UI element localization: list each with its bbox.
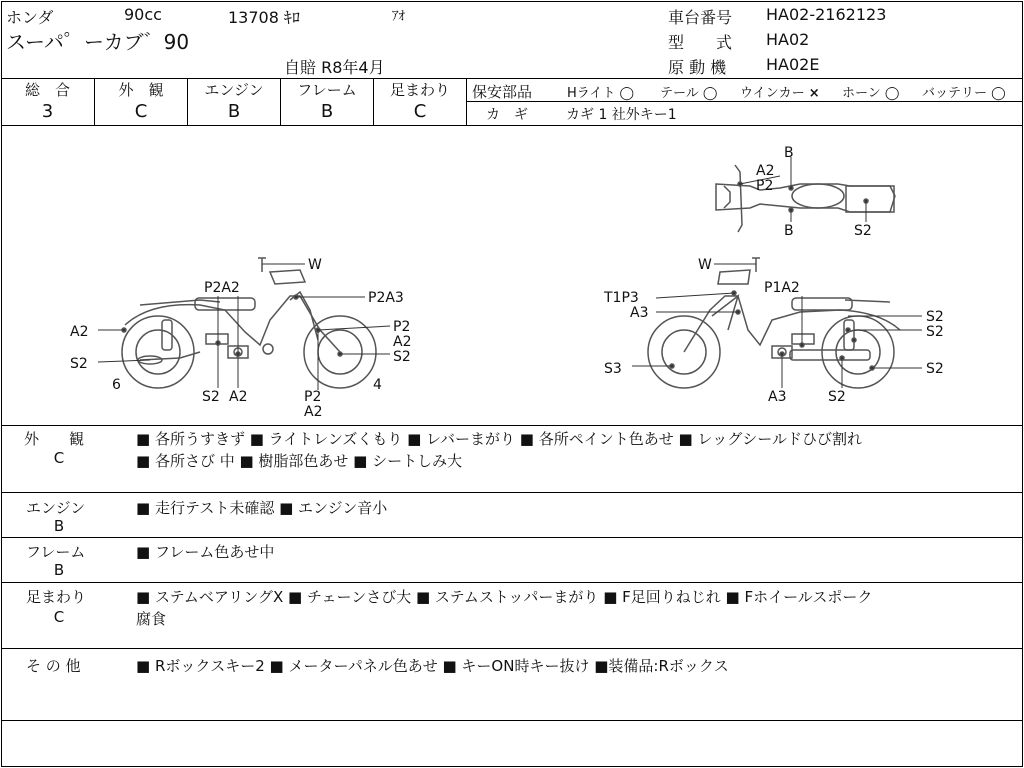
exterior-section-label: 外 観 — [24, 430, 85, 448]
suspension-grade-value: C — [413, 101, 427, 122]
frame-section-label: フレーム — [26, 543, 86, 561]
safety-item-headlight: Hライト ◯ — [567, 86, 635, 101]
exterior-grade-value: C — [134, 101, 148, 122]
damage-label: S2 — [926, 324, 944, 340]
damage-label: S2 — [70, 356, 88, 372]
key-value: カギ 1 社外キー1 — [566, 107, 677, 123]
damage-label: 6 — [112, 377, 121, 393]
damage-label: S3 — [604, 361, 622, 377]
suspension-remarks-line: ■ ステムベアリングX ■ チェーンさび大 ■ ステムストッパーまがり ■ F足回りねじれ ■ Fホイールスポーク — [136, 588, 873, 606]
engine-type-value: HA02E — [766, 55, 820, 74]
damage-label: 4 — [373, 377, 382, 393]
damage-label: S2 — [926, 309, 944, 325]
damage-label: S2 — [202, 389, 220, 405]
divider — [1, 492, 1023, 493]
exterior-grade-label: 外 観 — [118, 81, 164, 99]
damage-label: P2 — [756, 178, 774, 194]
frame-section-grade: B — [53, 561, 65, 579]
other-section-label: そ の 他 — [26, 657, 81, 675]
damage-label: P1A2 — [764, 280, 800, 296]
suspension-section-grade: C — [53, 608, 65, 626]
suspension-section-label: 足まわり — [26, 588, 87, 606]
divider — [466, 78, 467, 125]
damage-diagram — [0, 126, 1024, 425]
type-value: HA02 — [766, 30, 810, 49]
divider — [1, 582, 1023, 583]
total-grade-value: 3 — [41, 101, 54, 122]
safety-item-winker: ウインカー × — [740, 86, 820, 101]
damage-label: T1P3 — [604, 290, 639, 306]
other-remarks-line: ■ Rボックスキー2 ■ メーターパネル色あせ ■ キーON時キー抜け ■装備品:Rボックス — [136, 657, 729, 675]
engine-remarks-line: ■ 走行テスト未確認 ■ エンジン音小 — [136, 499, 388, 517]
bike-right-side — [648, 258, 900, 388]
safety-item-battery: バッテリー ◯ — [922, 86, 1006, 101]
mileage: 13708 ｷﾛ — [228, 8, 300, 27]
color: ｱｵ — [392, 9, 405, 24]
damage-label: W — [698, 257, 712, 273]
divider — [1, 720, 1023, 721]
damage-label: A2 — [756, 163, 775, 179]
damage-label: S2 — [926, 361, 944, 377]
engine-grade-value: B — [227, 101, 241, 122]
safety-item-horn: ホーン ◯ — [842, 86, 900, 101]
damage-label: P2A3 — [368, 290, 404, 306]
model-name: スーパ゜ーカブ゛90 — [6, 30, 190, 54]
insurance: 自賠 R8年4月 — [284, 58, 385, 77]
damage-label: P2A2 — [204, 280, 240, 296]
frame-grade-label: フレーム — [297, 81, 357, 99]
displacement: 90cc — [124, 5, 162, 24]
divider — [1, 648, 1023, 649]
damage-label: P2 — [393, 319, 411, 335]
damage-label: S2 — [828, 389, 846, 405]
divider — [1, 537, 1023, 538]
damage-label: W — [308, 257, 322, 273]
damage-label: A3 — [768, 389, 787, 405]
frame-grade-value: B — [320, 101, 334, 122]
suspension-grade-label: 足まわり — [389, 81, 450, 99]
engine-type-label: 原 動 機 — [668, 58, 727, 77]
chassis-value: HA02-2162123 — [766, 5, 887, 24]
engine-grade-label: エンジン — [204, 81, 264, 99]
exterior-remarks-line: ■ 各所さび 中 ■ 樹脂部色あせ ■ シートしみ大 — [136, 452, 463, 470]
chassis-label: 車台番号 — [668, 8, 733, 27]
maker: ホンダ — [6, 8, 54, 27]
exterior-remarks-line: ■ 各所うすきず ■ ライトレンズくもり ■ レバーまがり ■ 各所ペイント色あせ ■ レッグシールドひび割れ — [136, 430, 863, 448]
bike-top-view — [716, 165, 895, 232]
damage-label: B — [784, 223, 794, 239]
damage-label: A2 — [304, 404, 323, 420]
divider — [1, 425, 1023, 426]
damage-label: A2 — [229, 389, 248, 405]
engine-section-label: エンジン — [26, 499, 86, 517]
damage-label: A3 — [630, 305, 649, 321]
divider — [467, 101, 1023, 102]
damage-label: B — [784, 145, 794, 161]
damage-label: P2 — [304, 389, 322, 405]
frame-remarks-line: ■ フレーム色あせ中 — [136, 543, 275, 561]
damage-label: A2 — [70, 324, 89, 340]
damage-labels — [70, 145, 944, 420]
key-label: カ ギ — [486, 107, 528, 123]
exterior-section-grade: C — [53, 449, 65, 467]
engine-section-grade: B — [53, 517, 65, 535]
type-label: 型 式 — [668, 33, 733, 52]
damage-label: S2 — [393, 349, 411, 365]
safety-item-tail: テール ◯ — [660, 86, 718, 101]
suspension-remarks-line: 腐食 — [136, 610, 167, 628]
total-grade-label: 総 合 — [24, 81, 70, 99]
damage-label: S2 — [854, 223, 872, 239]
bike-left-side — [122, 258, 376, 388]
damage-label: A2 — [393, 334, 412, 350]
safety-label: 保安部品 — [472, 83, 533, 101]
